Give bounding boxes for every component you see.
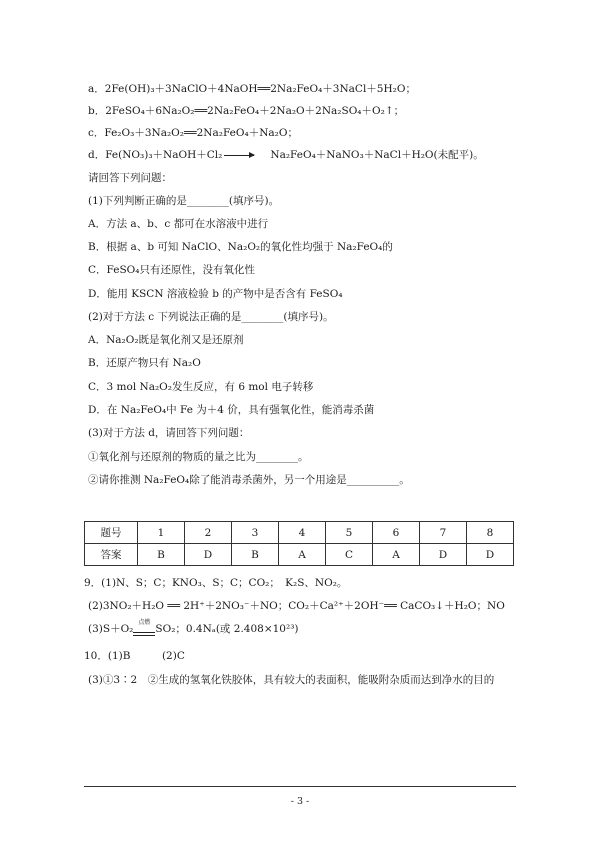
reaction-d-products: Na₂FeO₄＋NaNO₃＋NaCl＋H₂O(未配平)。	[270, 149, 484, 161]
question-number-cell: 1	[138, 522, 185, 544]
question-3: (3)对于方法 d，请回答下列问题：	[88, 427, 250, 439]
footer-rule	[84, 786, 516, 787]
answer-cell: B	[232, 544, 279, 566]
question-3-part-1: ①氧化剂与还原剂的物质的量之比为________。	[88, 451, 309, 463]
answer-cell: D	[420, 544, 467, 566]
question-3-part-2: ②请你推测 Na₂FeO₄除了能消毒杀菌外，另一个用途是__________。	[88, 474, 410, 486]
question-1-option-b: B．根据 a、b 可知 NaClO、Na₂O₂的氧化性均强于 Na₂FeO₄的	[88, 241, 393, 253]
question-number-cell: 7	[420, 522, 467, 544]
condition-equals-sign	[133, 619, 155, 636]
question-1: (1)下列判断正确的是________(填序号)。	[88, 195, 280, 207]
answer-9-part-3-reactants: (3)S＋O₂	[88, 623, 134, 635]
answer-9-part-3-products: SO₂；0.4Nₐ(或 2.408×10²³)	[155, 623, 299, 635]
question-2-option-a: A．Na₂O₂既是氧化剂又是还原剂	[88, 334, 244, 346]
question-number-cell: 3	[232, 522, 279, 544]
question-1-option-a: A．方法 a、b、c 都可在水溶液中进行	[88, 218, 269, 230]
question-1-option-c: C．FeSO₄只有还原性，没有氧化性	[88, 264, 255, 276]
answer-table-answer-row	[85, 544, 514, 566]
answer-10-part-3: (3)①3∶2 ②生成的氢氧化铁胶体，具有较大的表面积，能吸附杂质而达到净水的目的	[88, 674, 495, 686]
answer-9-part-1: 9．(1)N、S；C；KNO₃、S；C；CO₂； K₂S、NO₂。	[84, 577, 348, 589]
reaction-d-reactants: d．Fe(NO₃)₃＋NaOH＋Cl₂	[88, 149, 223, 161]
reaction-a: a．2Fe(OH)₃＋3NaClO＋4NaOH══2Na₂FeO₄＋3NaCl＋5H₂O；	[88, 83, 416, 95]
question-number-cell: 6	[373, 522, 420, 544]
question-2-option-d: D．在 Na₂FeO₄中 Fe 为＋4 价，具有强氧化性，能消毒杀菌	[88, 404, 375, 416]
reaction-b: b．2FeSO₄＋6Na₂O₂══2Na₂FeO₄＋2Na₂O＋2Na₂SO₄＋O₂↑；	[88, 105, 405, 117]
answer-label-cell: 答案	[85, 544, 138, 566]
page-number: - 3 -	[290, 796, 310, 807]
answer-cell: B	[138, 544, 185, 566]
answer-cell: D	[185, 544, 232, 566]
answer-cell: A	[279, 544, 326, 566]
arrow-icon	[224, 155, 254, 156]
answer-cell: C	[326, 544, 373, 566]
answer-9-part-3	[88, 619, 299, 636]
answer-cell: A	[373, 544, 420, 566]
question-number-cell: 5	[326, 522, 373, 544]
answer-table	[84, 521, 514, 566]
answer-cell: D	[467, 544, 514, 566]
condition-label: 点燃	[138, 619, 151, 626]
question-number-cell: 8	[467, 522, 514, 544]
question-1-option-d: D．能用 KSCN 溶液检验 b 的产物中是否含有 FeSO₄	[88, 288, 343, 300]
prompt-text: 请回答下列问题：	[88, 172, 172, 184]
header-label-cell: 题号	[85, 522, 138, 544]
answer-9-part-2: (2)3NO₂＋H₂O ══ 2H⁺＋2NO₃⁻＋NO；CO₂＋Ca²⁺＋2OH⁻══ CaCO₃↓＋H₂O；NO	[88, 600, 505, 612]
question-2-option-c: C．3 mol Na₂O₂发生反应，有 6 mol 电子转移	[88, 381, 314, 393]
question-2: (2)对于方法 c 下列说法正确的是________(填序号)。	[88, 311, 334, 323]
answer-table-header-row	[85, 522, 514, 544]
reaction-d	[88, 148, 484, 162]
question-2-option-b: B．还原产物只有 Na₂O	[88, 357, 201, 369]
reaction-c: c．Fe₂O₃＋3Na₂O₂══2Na₂FeO₄＋Na₂O；	[88, 127, 298, 139]
question-number-cell: 2	[185, 522, 232, 544]
answer-10-part-1-2: 10．(1)B (2)C	[84, 650, 185, 662]
question-number-cell: 4	[279, 522, 326, 544]
